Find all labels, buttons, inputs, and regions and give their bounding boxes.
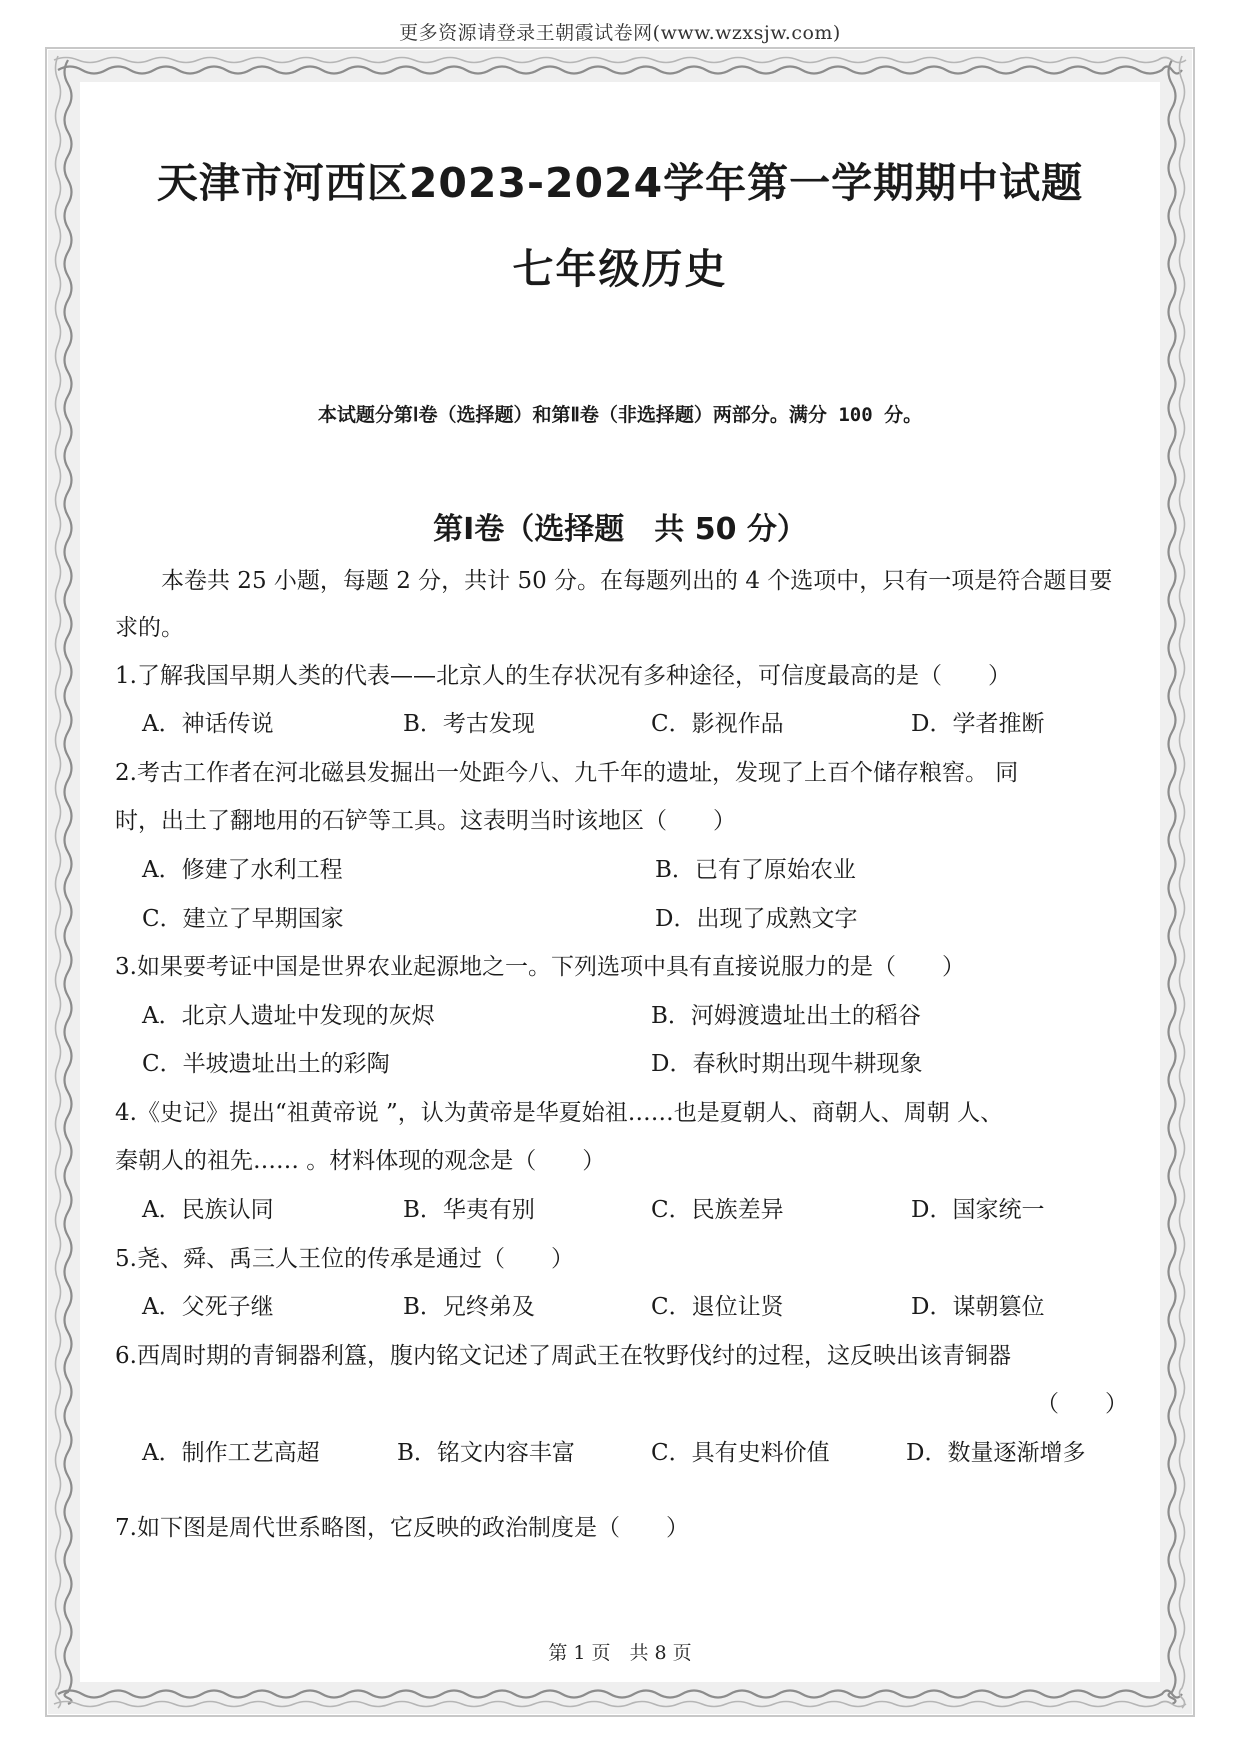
question-6-option-d: D．数量逐渐增多 <box>906 1440 1086 1466</box>
question-6-option-a: A．制作工艺高超 <box>142 1440 320 1466</box>
question-1-option-b: B．考古发现 <box>403 711 535 737</box>
question-5-option-d: D．谋朝篡位 <box>911 1294 1045 1320</box>
question-2-option-c: C．建立了早期国家 <box>142 906 344 932</box>
question-4-option-b: B．华夷有别 <box>403 1197 535 1223</box>
question-1-stem: 1.了解我国早期人类的代表——北京人的生存状况有多种途径，可信度最高的是（ ） <box>115 663 1011 689</box>
question-1-option-c: C．影视作品 <box>651 711 784 737</box>
question-5-option-b: B．兄终弟及 <box>403 1294 535 1320</box>
question-3-option-d: D．春秋时期出现牛耕现象 <box>651 1051 923 1077</box>
page-number: 第 1 页 共 8 页 <box>548 1642 692 1664</box>
section-title: 第Ⅰ卷（选择题 共 50 分） <box>433 512 807 547</box>
question-4-option-a: A．民族认同 <box>142 1197 274 1223</box>
question-4-stem-cont: 秦朝人的祖先…… 。材料体现的观念是（ ） <box>115 1148 606 1174</box>
question-2-option-d: D．出现了成熟文字 <box>655 906 858 932</box>
section-instructions: 本卷共 25 小题，每题 2 分，共计 50 分。在每题列出的 4 个选项中，只有一项是符合题目要 <box>115 568 1113 594</box>
question-6-stem: 6.西周时期的青铜器利簋，腹内铭文记述了周武王在牧野伐纣的过程，这反映出该青铜器 <box>115 1343 1011 1369</box>
question-6-option-b: B．铭文内容丰富 <box>397 1440 575 1466</box>
question-5-stem: 5.尧、舜、禹三人王位的传承是通过（ ） <box>115 1246 574 1272</box>
question-1-option-d: D．学者推断 <box>911 711 1045 737</box>
question-3-option-b: B．河姆渡遗址出土的稻谷 <box>651 1003 921 1029</box>
question-2-option-b: B．已有了原始农业 <box>655 857 856 883</box>
exam-title: 天津市河西区2023-2024学年第一学期期中试题 <box>156 159 1084 207</box>
question-6-option-c: C．具有史料价值 <box>651 1440 830 1466</box>
question-1-option-a: A．神话传说 <box>142 711 274 737</box>
question-5-option-c: C．退位让贤 <box>651 1294 784 1320</box>
question-5-option-a: A．父死子继 <box>142 1294 274 1320</box>
site-header: 更多资源请登录王朝霞试卷网(www.wzxsjw.com) <box>399 22 841 44</box>
question-4-stem: 4.《史记》提出“祖黄帝说 ”，认为黄帝是华夏始祖……也是夏朝人、商朝人、周朝 人、 <box>115 1100 1004 1126</box>
question-2-stem: 2.考古工作者在河北磁县发掘出一处距今八、九千年的遗址，发现了上百个储存粮窖。 同 <box>115 760 1019 786</box>
exam-subtitle: 七年级历史 <box>512 245 728 293</box>
question-2-stem-cont: 时，出土了翻地用的石铲等工具。这表明当时该地区（ ） <box>115 808 736 834</box>
question-4-option-c: C．民族差异 <box>651 1197 784 1223</box>
question-2-option-a: A．修建了水利工程 <box>142 857 343 883</box>
question-3-option-c: C．半坡遗址出土的彩陶 <box>142 1051 390 1077</box>
question-6-answer-bracket: （ ） <box>1036 1391 1128 1417</box>
question-7-stem: 7.如下图是周代世系略图，它反映的政治制度是（ ） <box>115 1515 689 1541</box>
question-3-stem: 3.如果要考证中国是世界农业起源地之一。下列选项中具有直接说服力的是（ ） <box>115 954 965 980</box>
section-instructions-cont: 求的。 <box>115 615 184 641</box>
question-3-option-a: A．北京人遗址中发现的灰烬 <box>142 1003 435 1029</box>
question-4-option-d: D．国家统一 <box>911 1197 1045 1223</box>
exam-intro: 本试题分第Ⅰ卷（选择题）和第Ⅱ卷（非选择题）两部分。满分 100 分。 <box>317 404 923 426</box>
